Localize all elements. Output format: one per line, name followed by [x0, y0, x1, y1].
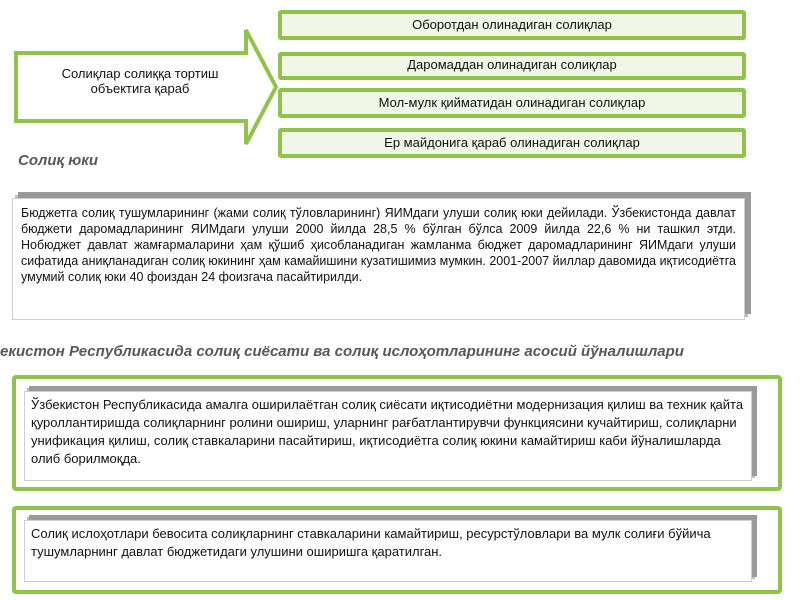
tax-burden-panel [12, 198, 745, 320]
category-box-turnover: Оборотдан олинадиган солиқлар [278, 10, 746, 40]
policy-directions-text: Ўзбекистон Республикасида амалга оширилаётган солиқ сиёсати иқтисодиётни модернизация қилиш ва техник қайта қуроллантиришда солиқларнинг ролини ошириш, уларнинг рағбатлантирувчи функциясини кучайтириш, солиқларни унификация қилиш, солиқ ставкаларини пасайтириш, иқтисодиётга солиқ юкини камайтириш каби йўналишларда олиб борилмоқда. [24, 391, 752, 481]
section-title-tax-burden: Солиқ юки [18, 152, 98, 169]
category-box-income: Даромаддан олинадиган солиқлар [278, 52, 746, 80]
category-box-property: Мол-мулк қийматидан олинадиган солиқлар [278, 88, 746, 118]
policy-directions-frame [12, 375, 782, 491]
section-title-policy-directions: екистон Республикасида солиқ сиёсати ва солиқ ислоҳотларининг асосий йўналишлари [0, 343, 684, 360]
reforms-text: Солиқ ислоҳотлари бевосита солиқларнинг ставкаларини камайтириш, ресурстўловлари ва мулк солиғи бўйича тушумларнинг давлат бюджетидаги улушини оширишга қаратилган. [24, 520, 752, 582]
tax-burden-text: Бюджетга солиқ тушумларининг (жами солиқ тўловларининг) ЯИМдаги улуши солиқ юки дейилади. Ўзбекистонда давлат бюджети даромадларининг ЯИМдаги улуши 2000 йилда 28,5 % бўлган бўлса 2009 йилда 22,6 % ни ташкил этди. Нобюджет давлат жамғармаларини ҳам қўшиб ҳисобланадиган жамланма бюджет даромадларининг ЯИМдаги улуши сифатида аниқланадиган солиқ юкининг ҳам камайишини кузатишимиз мумкин. 2001-2007 йиллар давомида иқтисодиётга умумий солиқ юки 40 фоиздан 24 фоизгача пасайтирилди. [21, 206, 736, 284]
reforms-frame [12, 506, 782, 594]
category-box-land: Ер майдонига қараб олинадиган солиқлар [278, 128, 746, 158]
arrow-label: Солиқлар солиққа тортиш объектига қараб [61, 66, 219, 96]
